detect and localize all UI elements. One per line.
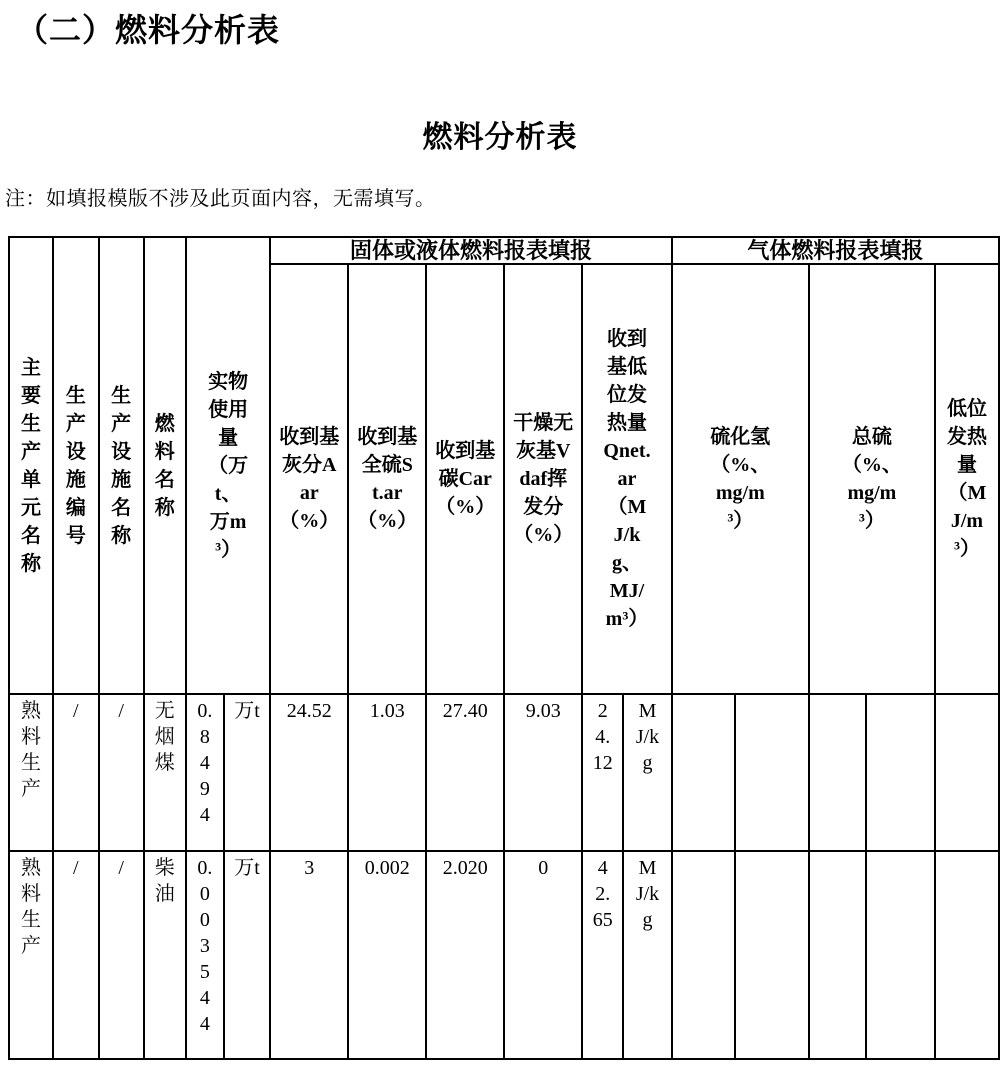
- cell-qnet-unit: MJ/kg: [623, 851, 671, 1059]
- cell-unit-name: 熟料生产: [9, 694, 53, 851]
- group-header-row: [9, 237, 999, 264]
- cell-sulfur-star: 1.03: [348, 694, 426, 851]
- section-heading: （二）燃料分析表: [16, 12, 281, 48]
- cell-facility-code: /: [53, 694, 99, 851]
- cell-facility-name: /: [99, 851, 144, 1059]
- cell-total-sulfur-unit: [866, 851, 935, 1059]
- table-title: 燃料分析表: [422, 121, 578, 154]
- cell-gas-lhv: [935, 694, 999, 851]
- cell-qnet-value: 42.65: [582, 851, 623, 1059]
- col-header-ash-aar: 收到基灰分Aar（%）: [270, 264, 348, 694]
- cell-carbon-car: 27.40: [426, 694, 504, 851]
- cell-usage-unit: 万t: [224, 851, 270, 1059]
- col-header-qnet-ar: 收到基低位发热量Qnet.ar（MJ/kg、MJ/m³）: [582, 264, 671, 694]
- cell-h2s-value: [672, 851, 736, 1059]
- cell-total-sulfur-value: [809, 694, 866, 851]
- cell-h2s-unit: [735, 694, 809, 851]
- col-header-carbon-car: 收到基碳Car（%）: [426, 264, 504, 694]
- group-header-gas: 气体燃料报表填报: [672, 237, 999, 264]
- cell-qnet-value: 24.12: [582, 694, 623, 851]
- cell-qnet-unit: MJ/kg: [623, 694, 671, 851]
- cell-volatile-vdaf: 9.03: [504, 694, 582, 851]
- col-header-sulfur-star: 收到基全硫St.ar（%）: [348, 264, 426, 694]
- cell-usage-value: 0.8494: [186, 694, 224, 851]
- col-header-volatile-vdaf: 干燥无灰基Vdaf挥发分（%）: [504, 264, 582, 694]
- col-header-total-sulfur: 总硫（%、mg/m³）: [809, 264, 935, 694]
- cell-h2s-unit: [735, 851, 809, 1059]
- col-header-unit-name: 主要生产单元名称: [9, 237, 53, 694]
- cell-fuel-name: 柴油: [144, 851, 186, 1059]
- cell-facility-name: /: [99, 694, 144, 851]
- fuel-analysis-table: [8, 236, 1000, 1060]
- col-header-facility-code: 生产设施编号: [53, 237, 99, 694]
- cell-unit-name: 熟料生产: [9, 851, 53, 1059]
- col-header-h2s: 硫化氢（%、mg/m³）: [672, 264, 809, 694]
- table-row: [9, 851, 999, 1059]
- cell-ash-aar: 24.52: [270, 694, 348, 851]
- cell-fuel-name: 无烟煤: [144, 694, 186, 851]
- cell-usage-unit: 万t: [224, 694, 270, 851]
- cell-total-sulfur-unit: [866, 694, 935, 851]
- note-text: 注：如填报模版不涉及此页面内容，无需填写。: [5, 188, 436, 210]
- cell-volatile-vdaf: 0: [504, 851, 582, 1059]
- table-row: [9, 694, 999, 851]
- cell-h2s-value: [672, 694, 736, 851]
- cell-usage-value: 0.003544: [186, 851, 224, 1059]
- cell-ash-aar: 3: [270, 851, 348, 1059]
- col-header-fuel-name: 燃料名称: [144, 237, 186, 694]
- cell-gas-lhv: [935, 851, 999, 1059]
- cell-total-sulfur-value: [809, 851, 866, 1059]
- cell-facility-code: /: [53, 851, 99, 1059]
- cell-carbon-car: 2.020: [426, 851, 504, 1059]
- col-header-gas-lhv: 低位发热量（MJ/m³）: [935, 264, 999, 694]
- col-header-facility-name: 生产设施名称: [99, 237, 144, 694]
- cell-sulfur-star: 0.002: [348, 851, 426, 1059]
- col-header-physical-usage: 实物使用量（万t、万m³）: [186, 237, 270, 694]
- group-header-solid-liquid: 固体或液体燃料报表填报: [270, 237, 671, 264]
